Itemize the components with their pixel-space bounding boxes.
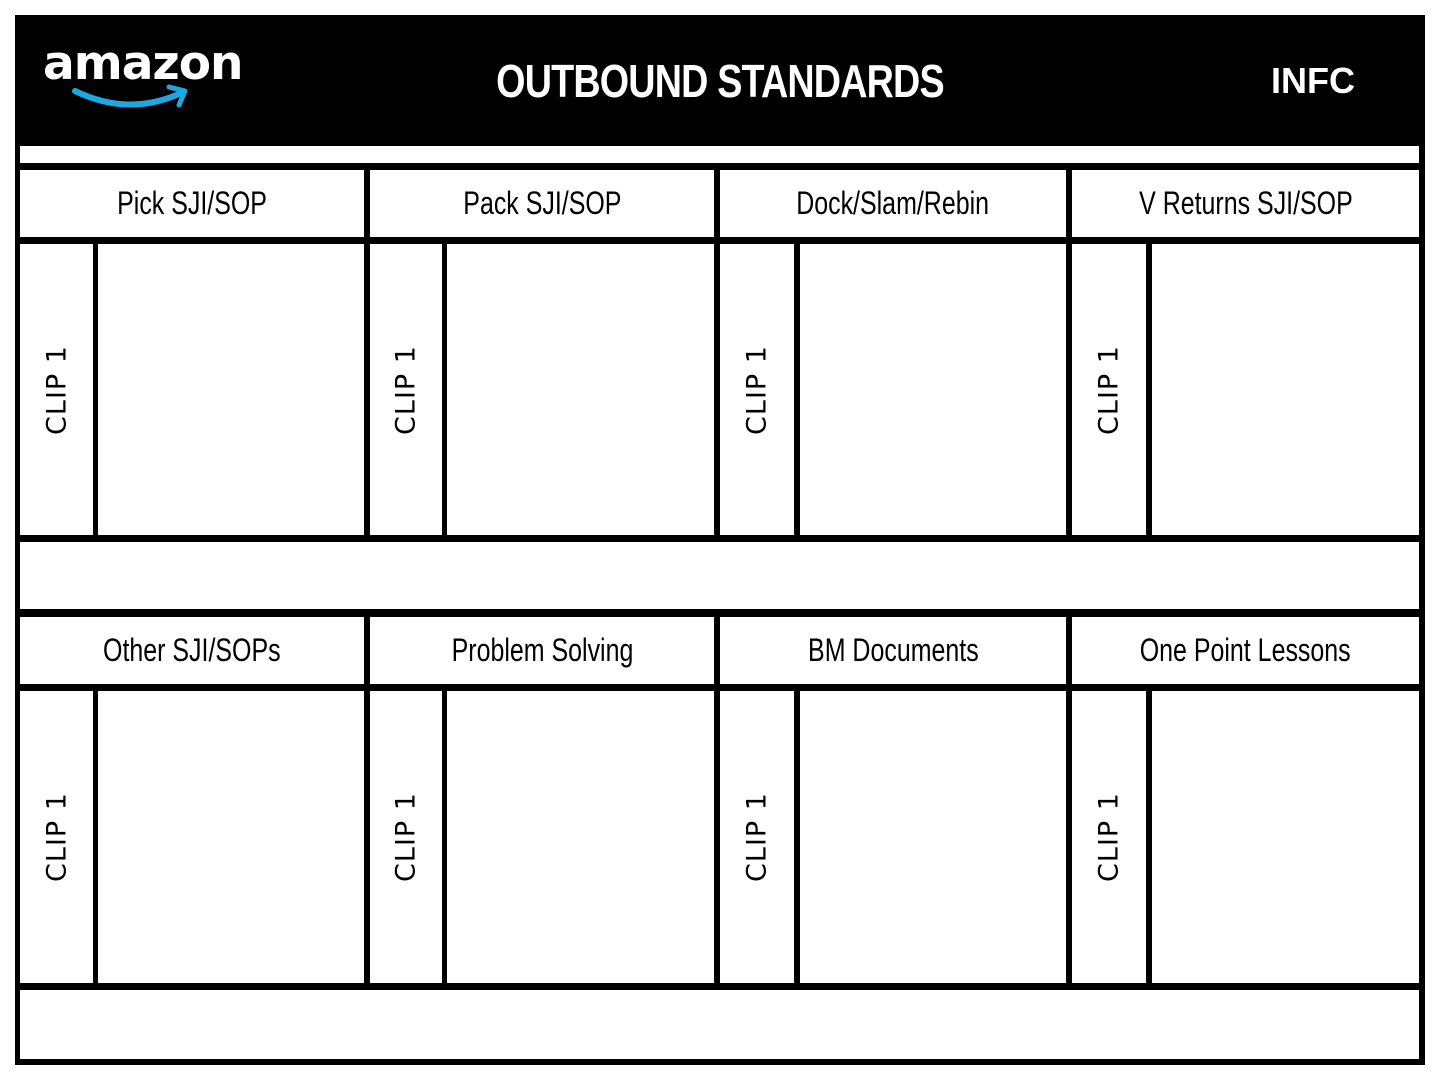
section-label: Dock/Slam/Rebin xyxy=(796,185,990,221)
section-label: Pack SJI/SOP xyxy=(462,185,622,221)
document-slot-problem-solving[interactable] xyxy=(447,691,714,983)
clip-label: CLIP 1 xyxy=(390,792,422,882)
section-label: Problem Solving xyxy=(451,632,633,668)
bottom-blank-strip xyxy=(20,990,1419,1059)
clip-strip-pack xyxy=(370,244,442,535)
clip-strip-pick xyxy=(20,244,93,535)
clip-label: CLIP 1 xyxy=(41,344,72,435)
clip-label: CLIP 1 xyxy=(741,792,773,882)
section-header-v-returns xyxy=(1072,170,1419,237)
section-header-problem-solving xyxy=(370,617,714,684)
section-header-pack xyxy=(370,170,714,237)
document-slot-bm-documents[interactable] xyxy=(800,691,1066,983)
document-slot-dock[interactable] xyxy=(800,244,1066,535)
clip-strip-other xyxy=(20,691,93,983)
section-label: BM Documents xyxy=(807,632,979,668)
clip-strip-v-returns xyxy=(1072,244,1146,535)
clip-label: CLIP 1 xyxy=(390,344,422,435)
clip-label: CLIP 1 xyxy=(741,344,773,435)
section-label: Other SJI/SOPs xyxy=(103,632,281,668)
section-header-bm-documents xyxy=(720,617,1066,684)
document-slot-pick[interactable] xyxy=(98,244,364,535)
logo-wordmark: amazon xyxy=(43,36,243,91)
clip-label: CLIP 1 xyxy=(41,792,72,882)
section-label: V Returns SJI/SOP xyxy=(1138,185,1353,221)
section-header-dock xyxy=(720,170,1066,237)
header-divider-strip xyxy=(20,146,1419,163)
clip-strip-one-point-lessons xyxy=(1072,691,1146,983)
document-slot-other[interactable] xyxy=(98,691,364,983)
section-header-pick xyxy=(20,170,364,237)
board-title: OUTBOUND STANDARDS xyxy=(496,55,944,107)
site-code: INFC xyxy=(1271,60,1355,101)
document-slot-one-point-lessons[interactable] xyxy=(1152,691,1419,983)
section-header-other xyxy=(20,617,364,684)
document-slot-pack[interactable] xyxy=(447,244,714,535)
section-label: One Point Lessons xyxy=(1140,632,1351,668)
section-header-one-point-lessons xyxy=(1072,617,1419,684)
clip-strip-problem-solving xyxy=(370,691,442,983)
board xyxy=(15,15,1425,1065)
clip-strip-bm-documents xyxy=(720,691,794,983)
document-slot-v-returns[interactable] xyxy=(1152,244,1419,535)
clip-label: CLIP 1 xyxy=(1093,344,1125,435)
header-bar xyxy=(15,15,1425,142)
clip-label: CLIP 1 xyxy=(1093,792,1125,882)
clip-strip-dock xyxy=(720,244,794,535)
section-label: Pick SJI/SOP xyxy=(117,185,267,221)
middle-blank-strip xyxy=(20,542,1419,609)
